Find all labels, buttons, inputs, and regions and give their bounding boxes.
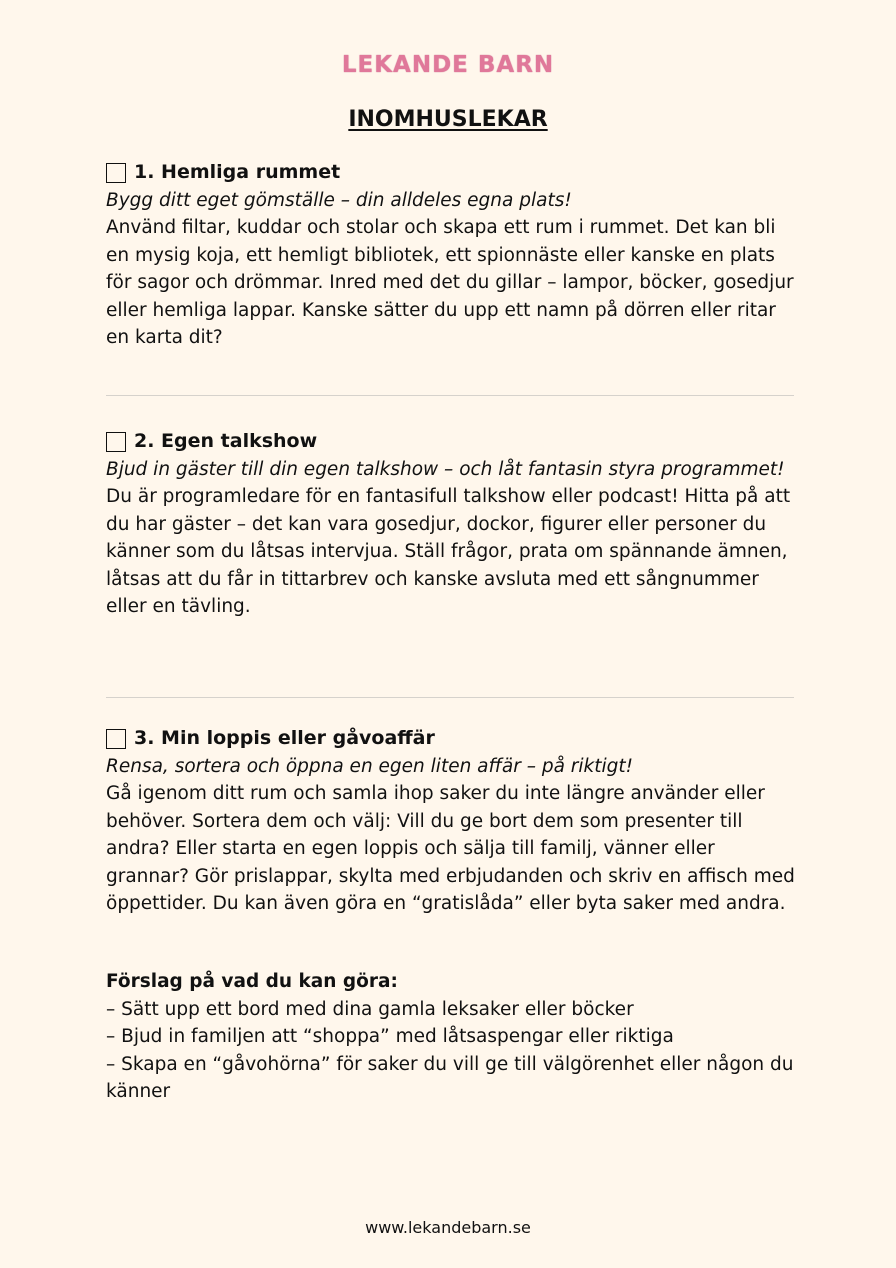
section-header (106, 159, 796, 187)
list-item: – Skapa en “gåvohörna” för saker du vill ge till välgörenhet eller någon du känner (106, 1053, 794, 1102)
section-body: Du är programledare för en fantasifull talkshow eller podcast! Hitta på att du har gäster – det kan vara gosedjur, dockor, figurer eller personer du känner som du låtsas intervjua. Ställ frågor, prata om spännande ämnen, låtsas att du får in tittarbrev och kanske avsluta med ett sångnummer eller en tävling. (106, 486, 791, 617)
page-title: INOMHUSLEKAR (348, 107, 548, 132)
footer-url[interactable]: www.lekandebarn.se (365, 1218, 531, 1237)
checkbox-icon[interactable] (106, 432, 126, 452)
checkbox-icon[interactable] (106, 163, 126, 183)
suggestions-title: Förslag på vad du kan göra: (106, 971, 398, 992)
section-lead: Rensa, sortera och öppna en egen liten affär – på riktigt! (106, 755, 634, 777)
suggestions-list (106, 996, 796, 1106)
suggestions-block (106, 968, 796, 1106)
section-body: Använd filtar, kuddar och stolar och skapa ett rum i rummet. Det kan bli en mysig koja, ett hemligt bibliotek, ett spionnäste eller kanske en plats för sagor och drömmar. Inred med det du gillar – lampor, böcker, gosedjur eller hemliga lappar. Kanske sätter du upp ett namn på dörren eller ritar en karta dit? (106, 217, 794, 348)
section-divider (106, 697, 794, 698)
section-heading: 1. Hemliga rummet (134, 161, 341, 183)
section-lead: Bjud in gäster till din egen talkshow – och låt fantasin styra programmet! (106, 458, 785, 480)
section-lead: Bygg ditt eget gömställe – din alldeles egna plats! (106, 189, 572, 211)
activity-section-1 (106, 159, 796, 352)
list-item: – Bjud in familjen att “shoppa” med låtsaspengar eller riktiga (106, 1026, 674, 1047)
section-heading: 2. Egen talkshow (134, 430, 318, 452)
checkbox-icon[interactable] (106, 729, 126, 749)
section-body: Gå igenom ditt rum och samla ihop saker du inte längre använder eller behöver. Sortera dem och välj: Vill du ge bort dem som presenter till andra? Eller starta en egen loppis och sälja till familj, vänner eller grannar? Gör prislappar, skylta med erbjudanden och skriv en affisch med öppettider. Du kan även göra en “gratislåda” eller byta saker med andra. (106, 783, 795, 914)
section-header (106, 725, 796, 753)
activity-section-2 (106, 428, 796, 621)
section-heading: 3. Min loppis eller gåvoaffär (134, 727, 435, 749)
section-header (106, 428, 796, 456)
list-item: – Sätt upp ett bord med dina gamla leksaker eller böcker (106, 998, 634, 1020)
section-divider (106, 395, 794, 396)
brand-logo: LEKANDE BARN (341, 52, 555, 78)
activity-section-3 (106, 725, 796, 918)
